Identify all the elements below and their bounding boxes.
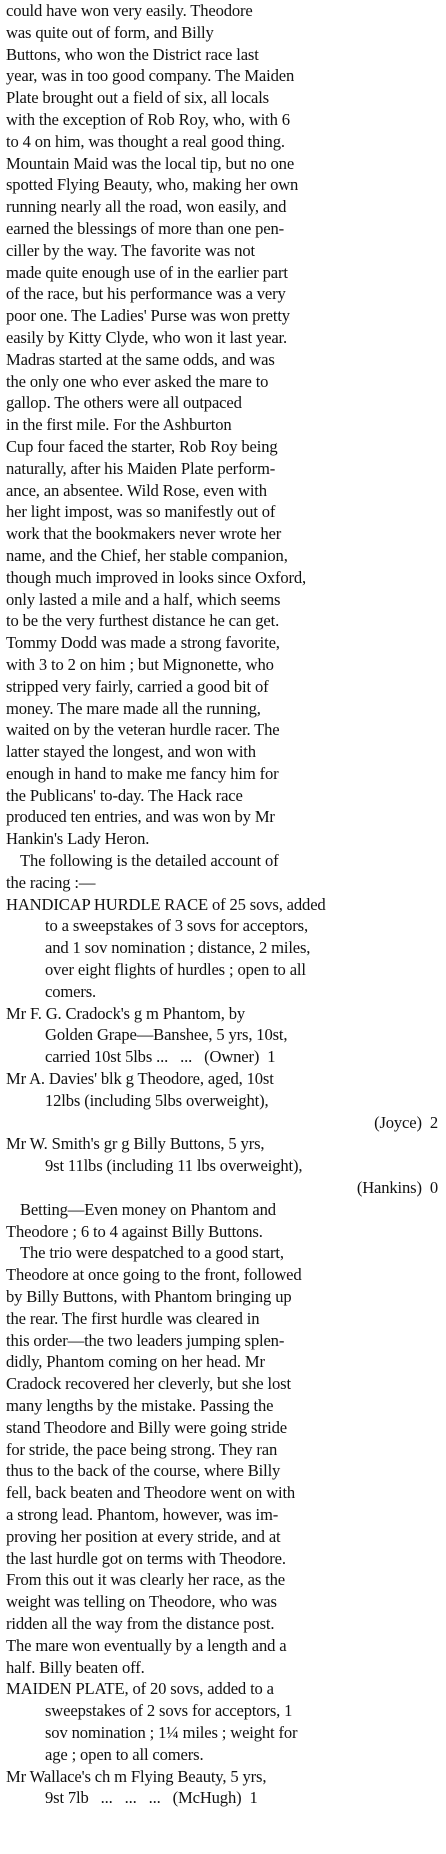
- text-line: 12lbs (including 5lbs overweight),: [45, 1090, 269, 1110]
- text-line: latter stayed the longest, and won with: [6, 742, 256, 762]
- text-line: enough in hand to make me fancy him for: [6, 763, 279, 783]
- text-line: Theodore ; 6 to 4 against Billy Buttons.: [6, 1221, 263, 1241]
- text-line: work that the bookmakers never wrote her: [6, 524, 282, 544]
- text-line: made quite enough use of in the earlier part: [6, 262, 288, 282]
- text-line: The trio were despatched to a good start,: [20, 1243, 284, 1263]
- text-line: this order—the two leaders jumping splen-: [6, 1330, 285, 1350]
- text-line: ridden all the way from the distance post.: [6, 1613, 275, 1633]
- text-line: with 3 to 2 on him ; but Mignonette, who: [6, 654, 274, 674]
- text-line: Betting—Even money on Phantom and: [20, 1199, 276, 1219]
- text-line: carried 10st 5lbs ... ... (Owner) 1: [45, 1047, 276, 1067]
- text-line: spotted Flying Beauty, who, making her own: [6, 175, 299, 195]
- text-line: name, and the Chief, her stable companion,: [6, 545, 288, 565]
- text-line: the Publicans' to-day. The Hack race: [6, 785, 243, 805]
- text-line: the last hurdle got on terms with Theodore.: [6, 1548, 286, 1568]
- text-line: comers.: [45, 981, 97, 1001]
- text-line: of the race, but his performance was a very: [6, 284, 286, 304]
- text-line: (Joyce) 2: [374, 1112, 438, 1132]
- text-line: with the exception of Rob Roy, who, with 6: [6, 109, 290, 129]
- text-line: Tommy Dodd was made a strong favorite,: [6, 633, 280, 653]
- text-line: easily by Kitty Clyde, who won it last year.: [6, 327, 287, 347]
- text-line: though much improved in looks since Oxford,: [6, 567, 307, 587]
- text-line: Mr A. Davies' blk g Theodore, aged, 10st: [6, 1069, 274, 1089]
- text-line: the racing :—: [6, 872, 96, 892]
- text-line: sweepstakes of 2 sovs for acceptors, 1: [45, 1701, 293, 1721]
- text-line: Buttons, who won the District race last: [6, 44, 259, 64]
- text-line: many lengths by the mistake. Passing the: [6, 1396, 274, 1415]
- text-line: ance, an absentee. Wild Rose, even with: [6, 480, 267, 500]
- text-line: Golden Grape—Banshee, 5 yrs, 10st,: [45, 1025, 288, 1045]
- text-line: weight was telling on Theodore, who was: [6, 1592, 277, 1612]
- text-line: only lasted a mile and a half, which seems: [6, 589, 281, 609]
- text-line: Hankin's Lady Heron.: [6, 829, 150, 849]
- text-line: Madras started at the same odds, and was: [6, 349, 275, 369]
- text-line: Mr W. Smith's gr g Billy Buttons, 5 yrs,: [6, 1134, 265, 1154]
- text-line: thus to the back of the course, where Billy: [6, 1461, 281, 1481]
- text-line: the only one who ever asked the mare to: [6, 371, 269, 391]
- text-line: The mare won eventually by a length and a: [6, 1635, 287, 1655]
- text-line: ciller by the way. The favorite was not: [6, 240, 255, 260]
- text-line: could have won very easily. Theodore: [6, 1, 253, 20]
- text-line: From this out it was clearly her race, as the: [6, 1570, 285, 1590]
- text-line: HANDICAP HURDLE RACE of 25 sovs, added: [6, 894, 326, 914]
- text-line: the rear. The first hurdle was cleared in: [6, 1308, 260, 1328]
- text-line: and 1 sov nomination ; distance, 2 miles,: [45, 938, 311, 958]
- text-line: Mr F. G. Cradock's g m Phantom, by: [6, 1003, 246, 1023]
- text-line: money. The mare made all the running,: [6, 698, 261, 718]
- text-line: for stride, the pace being strong. They ran: [6, 1439, 278, 1459]
- text-line: stripped very fairly, carried a good bit of: [6, 676, 269, 696]
- text-line: Mr Wallace's ch m Flying Beauty, 5 yrs,: [6, 1766, 267, 1786]
- text-line: Mountain Maid was the local tip, but no one: [6, 153, 295, 173]
- text-line: The following is the detailed account of: [20, 851, 279, 871]
- text-line: sov nomination ; 1¼ miles ; weight for: [45, 1722, 298, 1742]
- text-line: gallop. The others were all outpaced: [6, 393, 242, 413]
- text-line: to 4 on him, was thought a real good thing.: [6, 131, 285, 151]
- text-line: (Hankins) 0: [356, 1178, 438, 1198]
- text-line: year, was in too good company. The Maiden: [6, 66, 295, 86]
- text-line: Cup four faced the starter, Rob Roy being: [6, 436, 278, 456]
- text-line: running nearly all the road, won easily, and: [6, 197, 287, 217]
- text-line: was quite out of form, and Billy: [6, 22, 214, 42]
- text-line: 9st 11lbs (including 11 lbs overweight),: [45, 1156, 303, 1176]
- text-line: proving her position at every stride, and at: [6, 1526, 281, 1546]
- text-line: earned the blessings of more than one pen-: [6, 218, 285, 238]
- text-line: didly, Phantom coming on her head. Mr: [6, 1352, 265, 1372]
- text-line: to be the very furthest distance he can get.: [6, 611, 280, 631]
- text-line: Cradock recovered her cleverly, but she lost: [6, 1374, 291, 1394]
- text-line: to a sweepstakes of 3 sovs for acceptors,: [45, 916, 308, 936]
- text-line: age ; open to all comers.: [45, 1744, 204, 1764]
- text-line: in the first mile. For the Ashburton: [6, 415, 232, 435]
- text-line: Theodore at once going to the front, followed: [6, 1265, 302, 1285]
- text-line: naturally, after his Maiden Plate perform-: [6, 458, 276, 478]
- text-line: stand Theodore and Billy were going stride: [6, 1417, 287, 1437]
- text-line: a strong lead. Phantom, however, was im-: [6, 1504, 279, 1524]
- text-line: over eight flights of hurdles ; open to all: [45, 960, 306, 980]
- text-line: Plate brought out a field of six, all locals: [6, 88, 269, 108]
- text-line: waited on by the veteran hurdle racer. The: [6, 720, 280, 740]
- text-line: half. Billy beaten off.: [6, 1657, 145, 1677]
- text-line: produced ten entries, and was won by Mr: [6, 807, 275, 827]
- text-line: by Billy Buttons, with Phantom bringing up: [6, 1287, 292, 1307]
- text-line: her light impost, was so manifestly out of: [6, 502, 276, 522]
- text-line: poor one. The Ladies' Purse was won pretty: [6, 306, 290, 326]
- text-line: fell, back beaten and Theodore went on with: [6, 1483, 296, 1503]
- text-line: MAIDEN PLATE, of 20 sovs, added to a: [6, 1679, 274, 1699]
- text-line: 9st 7lb ... ... ... (McHugh) 1: [45, 1788, 258, 1808]
